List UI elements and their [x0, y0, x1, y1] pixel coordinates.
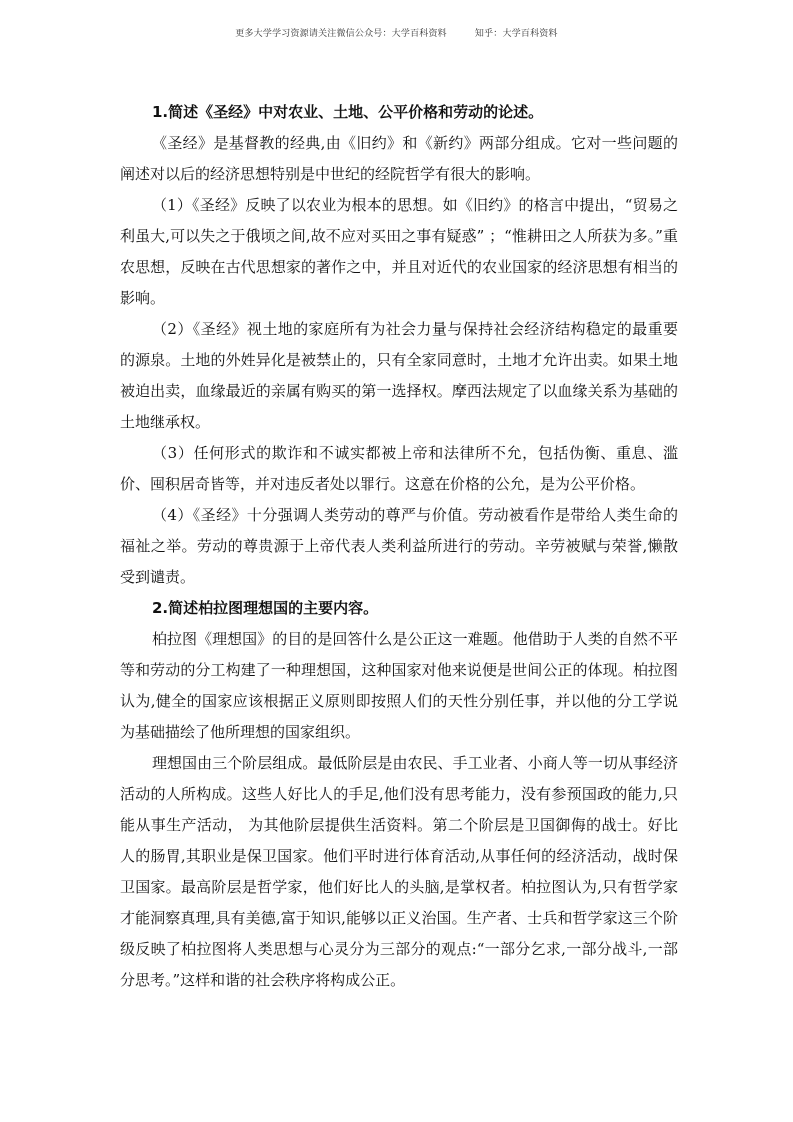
section-2	[120, 593, 678, 996]
section-1-paragraph-agriculture: （1）《圣经》反映了以农业为根本的思想。如《旧约》的格言中提出，“贸易之利虽大,可以失之于俄顷之间,故不应对买田之事有疑惑” ；“惟耕田之人所获为多。”重农思想，反映在古代思想家的著作之中，并且对近代的农业国家的经济思想有相当的影响。	[120, 196, 678, 307]
section-2-paragraph-classes: 理想国由三个阶层组成。最低阶层是由农民、手工业者、小商人等一切从事经济活动的人所构成。这些人好比人的手足,他们没有思考能力，没有参预国政的能力,只能从事生产活动， 为其他阶层提供生活资料。第二个阶层是卫国御侮的战士。好比人的肠胃,其职业是保卫国家。他们平时进行体育活动,从事任何的经济活动，战时保卫国家。最高阶层是哲学家，他们好比人的头脑,是掌权者。柏拉图认为,只有哲学家才能洞察真理,具有美德,富于知识,能够以正义治国。生产者、士兵和哲学家这三个阶级反映了柏拉图将人类思想与心灵分为三部分的观点:“一部分乞求,一部分战斗,一部分思考。”这样和谐的社会秩序将构成公正。	[120, 754, 678, 989]
section-1-paragraph-intro: 《圣经》是基督教的经典,由《旧约》和《新约》两部分组成。它对一些问题的阐述对以后的经济思想特别是中世纪的经院哲学有很大的影响。	[120, 134, 678, 183]
section-1-paragraph-fair-price: （3）任何形式的欺诈和不诚实都被上帝和法律所不允，包括伪衡、重息、滥价、囤积居奇皆等，并对违反者处以罪行。这意在价格的公允，是为公平价格。	[120, 444, 678, 493]
section-1	[120, 97, 678, 593]
section-1-paragraph-land: （2）《圣经》视土地的家庭所有为社会力量与保持社会经济结构稳定的最重要的源泉。土地的外姓异化是被禁止的，只有全家同意时，土地才允许出卖。如果土地被迫出卖，血缘最近的亲属有购买的第一选择权。摩西法规定了以血缘关系为基础的土地继承权。	[120, 320, 678, 431]
section-2-heading: 2.简述柏拉图理想国的主要内容。	[152, 599, 379, 617]
section-2-paragraph-purpose: 柏拉图《理想国》的目的是回答什么是公正这一难题。他借助于人类的自然不平等和劳动的分工构建了一种理想国，这种国家对他来说便是世间公正的体现。柏拉图认为,健全的国家应该根据正义原则即按照人们的天性分别任事，并以他的分工学说为基础描绘了他所理想的国家组织。	[120, 630, 678, 741]
header-wechat-note: 更多大学学习资源请关注微信公众号：大学百科资料	[235, 29, 447, 39]
document-body	[120, 97, 678, 996]
page-header	[0, 26, 793, 39]
header-zhihu-note: 知乎：大学百科资料	[474, 29, 558, 39]
section-1-paragraph-labor: （4）《圣经》十分强调人类劳动的尊严与价值。劳动被看作是带给人类生命的福祉之举。劳动的尊贵源于上帝代表人类利益所进行的劳动。辛劳被赋与荣誉,懒散受到谴责。	[120, 506, 678, 586]
section-1-heading: 1.简述《圣经》中对农业、土地、公平价格和劳动的论述。	[152, 103, 544, 121]
